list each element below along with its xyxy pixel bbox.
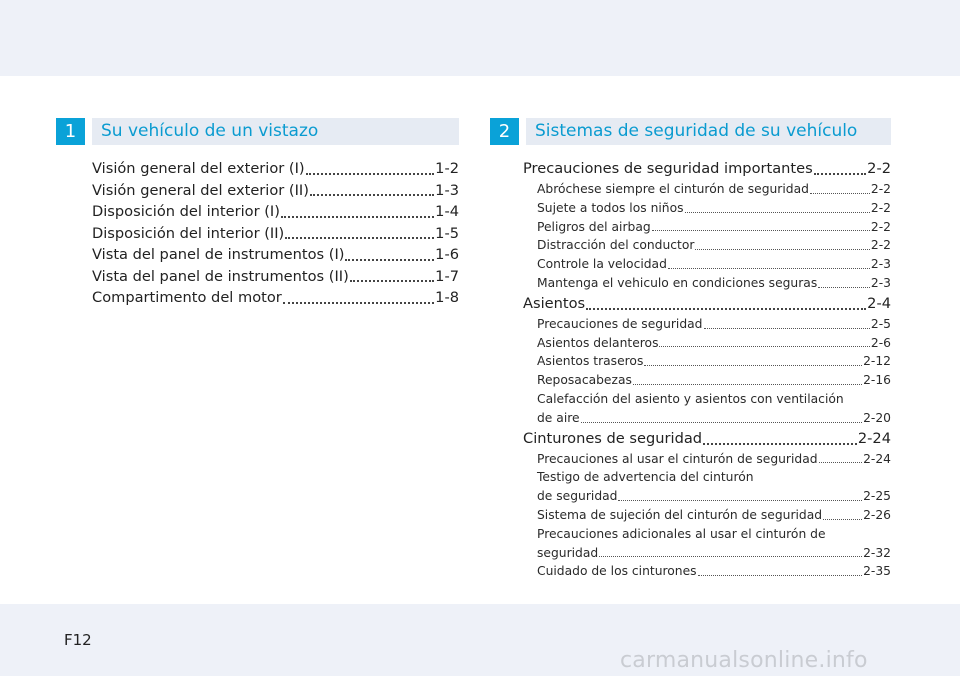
toc-subentry-page: 2-32 bbox=[863, 545, 891, 560]
toc-subentry[interactable] bbox=[523, 218, 891, 237]
toc-subentry-title: Precauciones al usar el cinturón de seguridad bbox=[537, 451, 818, 466]
dot-leader bbox=[818, 287, 870, 288]
section-1-toc bbox=[92, 158, 459, 309]
toc-subentry[interactable] bbox=[523, 334, 891, 353]
toc-subentry[interactable] bbox=[523, 236, 891, 255]
toc-entry[interactable] bbox=[92, 266, 459, 288]
toc-subentry[interactable] bbox=[523, 274, 891, 293]
section-2-toc bbox=[523, 158, 891, 581]
toc-subentry-page: 2-12 bbox=[863, 354, 891, 369]
toc-entry-line: Testigo de advertencia del cinturón bbox=[537, 470, 754, 485]
dot-leader bbox=[599, 556, 862, 557]
toc-entry-page: 1-3 bbox=[435, 181, 459, 199]
dot-leader bbox=[285, 237, 434, 239]
dot-leader bbox=[703, 443, 857, 445]
toc-subentry-page: 2-25 bbox=[863, 489, 891, 504]
toc-entry[interactable] bbox=[92, 201, 459, 223]
dot-leader bbox=[350, 280, 434, 282]
dot-leader bbox=[281, 216, 434, 218]
toc-subentry-title: de seguridad bbox=[537, 489, 618, 504]
toc-subentry[interactable] bbox=[523, 255, 891, 274]
toc-entry[interactable] bbox=[92, 244, 459, 266]
toc-subentry-title: de aire bbox=[537, 410, 580, 425]
toc-subentry[interactable] bbox=[523, 544, 891, 563]
toc-subentry[interactable] bbox=[523, 315, 891, 334]
toc-entry-title: Disposición del interior (I) bbox=[92, 203, 280, 220]
dot-leader bbox=[685, 212, 870, 213]
toc-subentry-page: 2-3 bbox=[870, 275, 891, 290]
toc-entry-title: Vista del panel de instrumentos (I) bbox=[92, 246, 345, 263]
dot-leader bbox=[644, 365, 862, 366]
toc-entry-page: 1-2 bbox=[435, 160, 459, 177]
dot-leader bbox=[668, 268, 870, 269]
toc-subentry-page: 2-16 bbox=[863, 373, 891, 388]
toc-subentry[interactable] bbox=[523, 352, 891, 371]
toc-subentry[interactable] bbox=[523, 371, 891, 390]
toc-subentry-title: seguridad bbox=[537, 545, 599, 560]
dot-leader bbox=[823, 519, 862, 520]
toc-subentry-title: Reposacabezas bbox=[537, 373, 632, 388]
toc-entry-title: Vista del panel de instrumentos (II) bbox=[92, 267, 349, 285]
dot-leader bbox=[652, 230, 870, 231]
dot-leader bbox=[310, 194, 434, 196]
toc-entry-page: 1-5 bbox=[435, 224, 459, 242]
toc-chapter-entry[interactable] bbox=[523, 428, 891, 450]
toc-chapter-entry[interactable] bbox=[523, 293, 891, 315]
toc-subentry-page: 2-2 bbox=[870, 219, 891, 234]
section-1-header bbox=[56, 118, 459, 145]
dot-leader bbox=[704, 328, 870, 329]
toc-entry-page: 1-6 bbox=[435, 246, 459, 263]
toc-subentry[interactable] bbox=[523, 506, 891, 525]
toc-subentry-page: 2-2 bbox=[870, 182, 891, 196]
dot-leader bbox=[695, 249, 870, 250]
page-number: F12 bbox=[64, 631, 92, 649]
toc-subentry-title: Precauciones de seguridad bbox=[537, 316, 703, 331]
dot-leader bbox=[810, 193, 870, 194]
toc-subentry-page: 2-35 bbox=[863, 564, 891, 579]
toc-subentry-page: 2-3 bbox=[870, 257, 891, 272]
toc-entry-title: Visión general del exterior (II) bbox=[92, 181, 309, 199]
toc-subentry-title: Controle la velocidad bbox=[537, 257, 667, 272]
toc-subentry-page: 2-20 bbox=[863, 410, 891, 425]
toc-entry-page: 1-7 bbox=[435, 267, 459, 285]
section-2-header bbox=[490, 118, 891, 145]
toc-subentry-page: 2-5 bbox=[870, 316, 891, 331]
toc-entry[interactable] bbox=[92, 158, 459, 180]
toc-subentry[interactable] bbox=[523, 562, 891, 581]
watermark: carmanualsonline.info bbox=[620, 648, 868, 673]
toc-chapter-entry-page: 2-24 bbox=[857, 429, 891, 447]
section-1-title: Su vehículo de un vistazo bbox=[92, 118, 459, 145]
dot-leader bbox=[586, 308, 866, 310]
top-band bbox=[0, 0, 960, 76]
toc-subentry[interactable] bbox=[523, 180, 891, 199]
toc-entry-title: Visión general del exterior (I) bbox=[92, 160, 305, 177]
dot-leader bbox=[283, 302, 434, 304]
toc-chapter-entry-page: 2-4 bbox=[867, 294, 891, 312]
dot-leader bbox=[618, 500, 862, 501]
dot-leader bbox=[814, 173, 866, 175]
toc-subentry[interactable] bbox=[523, 199, 891, 218]
toc-subentry-title: Cuidado de los cinturones bbox=[537, 564, 697, 579]
toc-subentry-title: Abróchese siempre el cinturón de seguridad bbox=[537, 182, 809, 196]
toc-entry[interactable] bbox=[92, 287, 459, 309]
toc-entry-page: 1-4 bbox=[435, 203, 459, 220]
toc-subentry-title: Sistema de sujeción del cinturón de seguridad bbox=[537, 507, 823, 522]
dot-leader bbox=[698, 575, 863, 576]
toc-subentry-title: Asientos traseros bbox=[537, 354, 644, 369]
toc-entry-page: 1-8 bbox=[435, 289, 459, 306]
toc-subentry-title: Peligros del airbag bbox=[537, 219, 651, 234]
dot-leader bbox=[633, 384, 862, 385]
toc-subentry[interactable] bbox=[523, 487, 891, 506]
toc-entry-title: Disposición del interior (II) bbox=[92, 224, 285, 242]
toc-subentry-page: 2-2 bbox=[870, 200, 891, 215]
dot-leader bbox=[345, 259, 434, 261]
dot-leader bbox=[306, 173, 435, 175]
toc-subentry-page: 2-26 bbox=[863, 507, 891, 522]
toc-chapter-entry-page: 2-2 bbox=[867, 160, 891, 177]
toc-subentry[interactable] bbox=[523, 450, 891, 469]
toc-entry-line: Precauciones adicionales al usar el cinturón de bbox=[537, 526, 826, 541]
section-2-number: 2 bbox=[490, 118, 519, 145]
toc-chapter-entry-title: Cinturones de seguridad bbox=[523, 429, 703, 447]
toc-subentry-title: Asientos delanteros bbox=[537, 335, 659, 350]
dot-leader bbox=[581, 422, 862, 423]
toc-subentry-page: 2-6 bbox=[870, 335, 891, 350]
toc-chapter-entry-title: Precauciones de seguridad importantes bbox=[523, 160, 813, 177]
toc-entry[interactable] bbox=[92, 223, 459, 245]
toc-subentry[interactable] bbox=[523, 409, 891, 428]
section-1-number: 1 bbox=[56, 118, 85, 145]
dot-leader bbox=[659, 346, 869, 347]
toc-entry-line: Calefacción del asiento y asientos con ventilación bbox=[537, 391, 844, 406]
dot-leader bbox=[819, 462, 863, 463]
toc-subentry-title: Distracción del conductor bbox=[537, 238, 695, 253]
toc-subentry-page: 2-24 bbox=[863, 451, 891, 466]
toc-subentry-title: Mantenga el vehiculo en condiciones seguras bbox=[537, 275, 818, 290]
toc-chapter-entry-title: Asientos bbox=[523, 294, 586, 312]
toc-entry[interactable] bbox=[92, 180, 459, 202]
toc-chapter-entry[interactable] bbox=[523, 158, 891, 180]
section-2-title: Sistemas de seguridad de su vehículo bbox=[526, 118, 891, 145]
toc-entry-title: Compartimento del motor bbox=[92, 289, 282, 306]
toc-subentry-page: 2-2 bbox=[870, 238, 891, 253]
toc-subentry-title: Sujete a todos los niños bbox=[537, 200, 684, 215]
